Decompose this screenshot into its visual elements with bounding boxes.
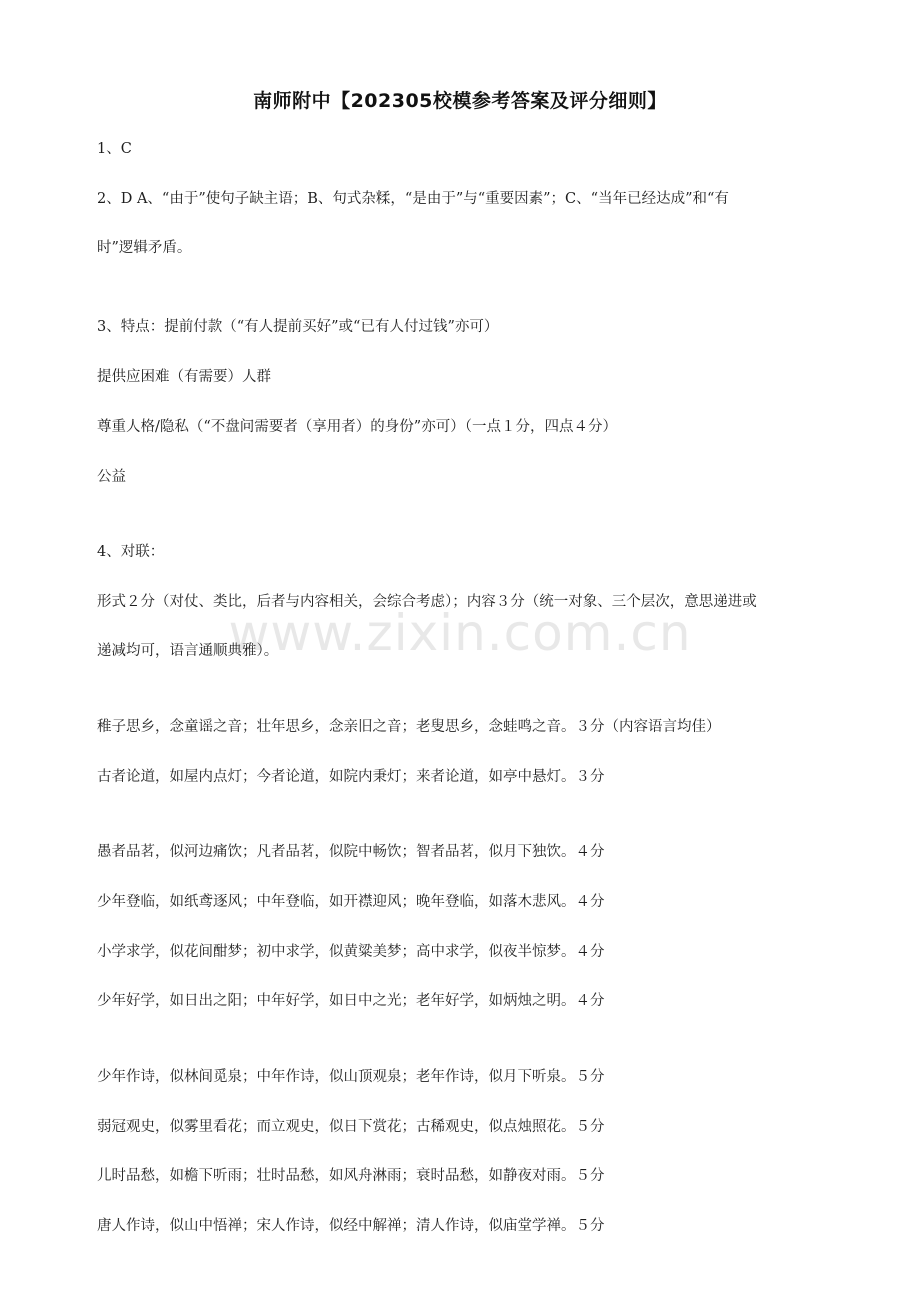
answer-line: 形式２分（对仗、类比，后者与内容相关，会综合考虑）；内容３分（统一对象、三个层次，意思递进或 — [97, 594, 757, 610]
couplet-line: 少年作诗，似林间觅泉；中年作诗，似山顶观泉；老年作诗，似月下听泉。５分 — [97, 1069, 605, 1085]
watermark: www.zixin.com.cn — [228, 604, 692, 662]
couplet-line: 儿时品愁，如檐下听雨；壮时品愁，如风舟淋雨；衰时品愁，如静夜对雨。５分 — [97, 1168, 605, 1184]
answer-line: 4、对联： — [97, 544, 165, 560]
document-title: 南师附中【202305校模参考答案及评分细则】 — [253, 90, 667, 112]
answer-line: 公益 — [97, 469, 126, 485]
couplet-line: 唐人作诗，似山中悟禅；宋人作诗，似经中解禅；清人作诗，似庙堂学禅。５分 — [97, 1218, 605, 1234]
answer-line: 尊重人格/隐私（“不盘问需要者（享用者）的身份”亦可）（一点１分，四点４分） — [97, 419, 617, 435]
couplet-line: 古者论道，如屋内点灯；今者论道，如院内秉灯；来者论道，如亭中悬灯。３分 — [97, 769, 605, 785]
couplet-line: 少年好学，如日出之阳；中年好学，如日中之光；老年好学，如炳烛之明。４分 — [97, 993, 605, 1009]
couplet-line: 稚子思乡，念童谣之音；壮年思乡，念亲旧之音；老叟思乡，念蛙鸣之音。３分（内容语言均佳） — [97, 719, 721, 735]
answer-line: 2、D A、“由于”使句子缺主语；B、句式杂糅，“是由于”与“重要因素”；C、“当年已经达成”和“有 — [97, 191, 729, 207]
couplet-line: 愚者品茗，似河边痛饮；凡者品茗，似院中畅饮；智者品茗，似月下独饮。４分 — [97, 844, 605, 860]
answer-line: 1、C — [97, 141, 132, 157]
answer-line: 递减均可，语言通顺典雅）。 — [97, 643, 279, 659]
couplet-line: 弱冠观史，似雾里看花；而立观史，似日下赏花；古稀观史，似点烛照花。５分 — [97, 1119, 605, 1135]
answer-line: 3、特点：提前付款（“有人提前买好”或“已有人付过钱”亦可） — [97, 319, 499, 335]
answer-line: 提供应困难（有需要）人群 — [97, 369, 271, 385]
couplet-line: 少年登临，如纸鸢逐风；中年登临，如开襟迎风；晚年登临，如落木悲风。４分 — [97, 894, 605, 910]
answer-line: 时”逻辑矛盾。 — [97, 240, 192, 256]
couplet-line: 小学求学，似花间酣梦；初中求学，似黄粱美梦；高中求学，似夜半惊梦。４分 — [97, 944, 605, 960]
